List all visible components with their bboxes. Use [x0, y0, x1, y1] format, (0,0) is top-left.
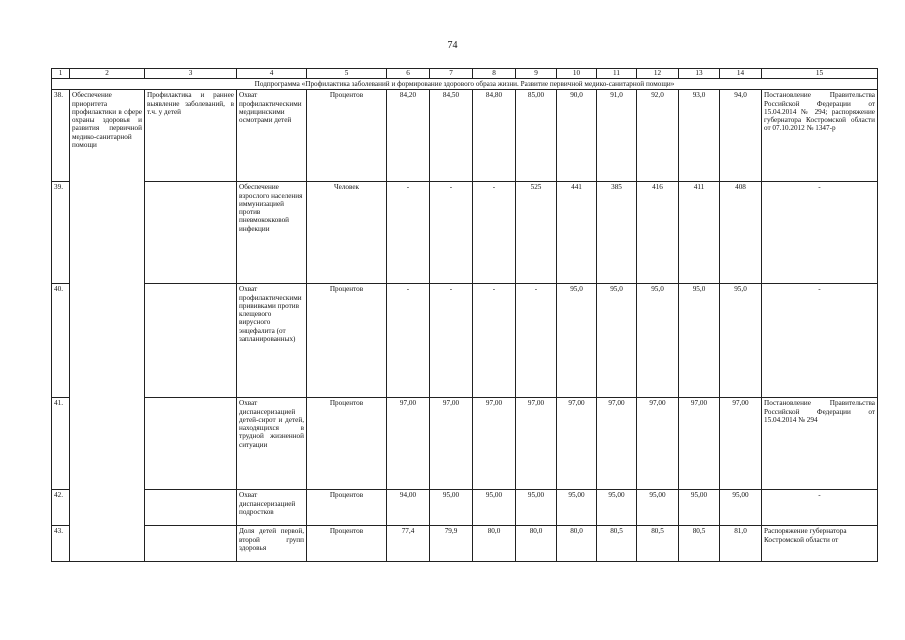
value-cell: 90,0: [557, 90, 597, 182]
value-cell: 97,00: [679, 398, 720, 490]
value-cell: 95,0: [557, 284, 597, 398]
value-cell: 93,0: [679, 90, 720, 182]
value-cell: 95,0: [720, 284, 762, 398]
table-row: [52, 398, 878, 490]
value-cell: 95,0: [679, 284, 720, 398]
value-cell: 85,00: [516, 90, 557, 182]
value-cell: -: [387, 284, 430, 398]
value-cell: 95,00: [720, 490, 762, 526]
row-number: 38.: [52, 90, 70, 182]
value-cell: 80,0: [557, 526, 597, 562]
basis-cell: -: [762, 182, 878, 284]
value-cell: 95,00: [557, 490, 597, 526]
value-cell: 91,0: [597, 90, 637, 182]
table-row: [52, 526, 878, 562]
column-number: 6: [387, 69, 430, 79]
value-cell: 79,9: [430, 526, 473, 562]
event-cell-empty: [145, 526, 237, 562]
unit-cell: Процентов: [307, 284, 387, 398]
column-number: 12: [637, 69, 679, 79]
value-cell: 97,00: [516, 398, 557, 490]
event-cell-empty: [145, 490, 237, 526]
table-row: [52, 90, 878, 182]
value-cell: 84,20: [387, 90, 430, 182]
value-cell: 95,00: [516, 490, 557, 526]
value-cell: 80,5: [637, 526, 679, 562]
value-cell: -: [516, 284, 557, 398]
value-cell: 97,00: [430, 398, 473, 490]
value-cell: 411: [679, 182, 720, 284]
value-cell: 80,0: [516, 526, 557, 562]
indicator-cell: Охват диспансеризацией подростков: [237, 490, 307, 526]
value-cell: 81,0: [720, 526, 762, 562]
column-number: 7: [430, 69, 473, 79]
table-row: [52, 182, 878, 284]
column-number-row: [52, 69, 878, 79]
value-cell: 77,4: [387, 526, 430, 562]
value-cell: 97,00: [557, 398, 597, 490]
indicators-table: [51, 68, 878, 562]
task-cell: Обеспечение приоритета профилактики в сфере охраны здоровья и развития первичной медико-санитарной помощи: [70, 90, 145, 562]
column-number: 10: [557, 69, 597, 79]
value-cell: 92,0: [637, 90, 679, 182]
row-number: 42.: [52, 490, 70, 526]
column-number: 13: [679, 69, 720, 79]
event-cell-empty: [145, 284, 237, 398]
column-number: 11: [597, 69, 637, 79]
indicator-cell: Обеспечение взрослого населения иммунизацией против пневмококковой инфекции: [237, 182, 307, 284]
column-number: 5: [307, 69, 387, 79]
column-number: 4: [237, 69, 307, 79]
value-cell: 80,5: [679, 526, 720, 562]
value-cell: 95,00: [430, 490, 473, 526]
value-cell: 94,00: [387, 490, 430, 526]
column-number: 15: [762, 69, 878, 79]
unit-cell: Процентов: [307, 526, 387, 562]
basis-cell: -: [762, 490, 878, 526]
row-number: 41.: [52, 398, 70, 490]
value-cell: 84,80: [473, 90, 516, 182]
column-number: 3: [145, 69, 237, 79]
value-cell: 95,00: [637, 490, 679, 526]
value-cell: 95,00: [473, 490, 516, 526]
event-cell-empty: [145, 182, 237, 284]
indicator-cell: Охват диспансеризацией детей-сирот и детей, находящихся в трудной жизненной ситуации: [237, 398, 307, 490]
value-cell: 385: [597, 182, 637, 284]
value-cell: 416: [637, 182, 679, 284]
column-number: 2: [70, 69, 145, 79]
indicator-cell: Доля детей первой, второй групп здоровья: [237, 526, 307, 562]
event-cell: Профилактика и раннее выявление заболеваний, в т.ч. у детей: [145, 90, 237, 182]
value-cell: 80,0: [473, 526, 516, 562]
value-cell: -: [387, 182, 430, 284]
unit-cell: Человек: [307, 182, 387, 284]
row-number: 43.: [52, 526, 70, 562]
table-row: [52, 284, 878, 398]
subprogram-title: Подпрограмма «Профилактика заболеваний и формирование здорового образа жизни. Развитие первичной медико-санитарной помощи»: [52, 79, 878, 90]
event-cell-empty: [145, 398, 237, 490]
value-cell: 97,00: [473, 398, 516, 490]
value-cell: 97,00: [637, 398, 679, 490]
basis-cell: Постановление Правительства Российской Федерации от 15.04.2014 № 294: [762, 398, 878, 490]
value-cell: 441: [557, 182, 597, 284]
value-cell: 84,50: [430, 90, 473, 182]
value-cell: 95,0: [597, 284, 637, 398]
value-cell: 97,00: [720, 398, 762, 490]
value-cell: 94,0: [720, 90, 762, 182]
value-cell: -: [430, 284, 473, 398]
value-cell: 525: [516, 182, 557, 284]
value-cell: 97,00: [597, 398, 637, 490]
value-cell: 95,0: [637, 284, 679, 398]
row-number: 40.: [52, 284, 70, 398]
indicator-cell: Охват профилактическими прививками против клещевого вирусного энцефалита (от запланированных): [237, 284, 307, 398]
value-cell: 408: [720, 182, 762, 284]
column-number: 14: [720, 69, 762, 79]
subprogram-row: [52, 79, 878, 90]
unit-cell: Процентов: [307, 90, 387, 182]
value-cell: -: [473, 182, 516, 284]
value-cell: -: [473, 284, 516, 398]
column-number: 8: [473, 69, 516, 79]
unit-cell: Процентов: [307, 398, 387, 490]
value-cell: 97,00: [387, 398, 430, 490]
basis-cell: Постановление Правительства Российской Федерации от 15.04.2014 № 294; распоряжение губернатора Костромской области от 07.10.2012 № 1347-р: [762, 90, 878, 182]
indicator-cell: Охват профилактическими медицинскими осмотрами детей: [237, 90, 307, 182]
unit-cell: Процентов: [307, 490, 387, 526]
column-number: 9: [516, 69, 557, 79]
basis-cell: -: [762, 284, 878, 398]
column-number: 1: [52, 69, 70, 79]
value-cell: 95,00: [679, 490, 720, 526]
value-cell: -: [430, 182, 473, 284]
page-number: 74: [447, 40, 458, 51]
value-cell: 80,5: [597, 526, 637, 562]
row-number: 39.: [52, 182, 70, 284]
value-cell: 95,00: [597, 490, 637, 526]
basis-cell: Распоряжение губернатора Костромской области от: [762, 526, 878, 562]
table-row: [52, 490, 878, 526]
